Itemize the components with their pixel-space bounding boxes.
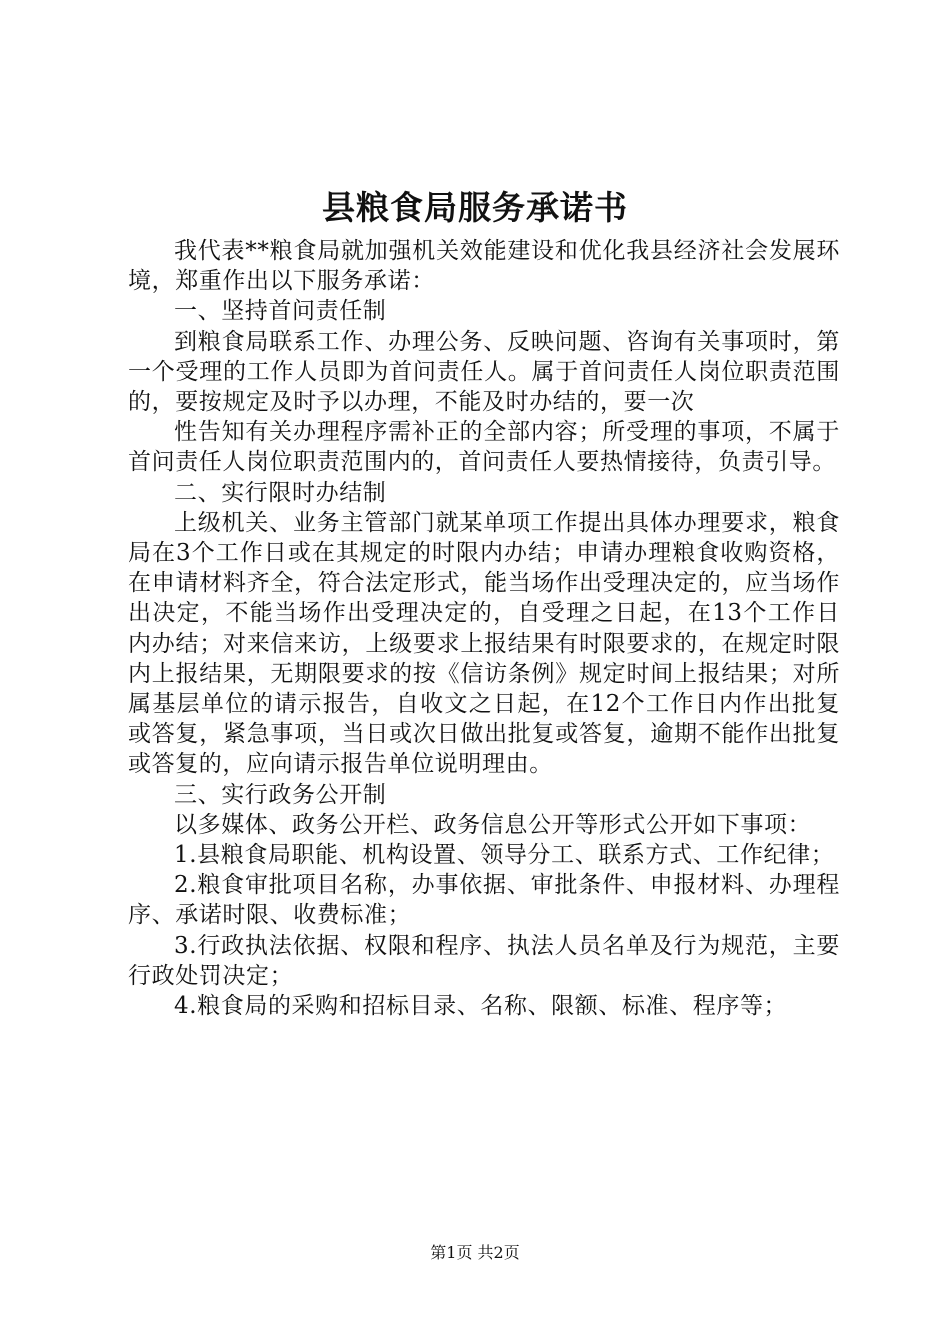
heading-section-3: 三、实行政务公开制 bbox=[174, 781, 387, 808]
list-item: 2.粮食审批项目名称，办事依据、审批条件、申报材料、办理程序、承诺时限、收费标准； bbox=[128, 872, 840, 929]
paragraph: 以多媒体、政务公开栏、政务信息公开等形式公开如下事项： bbox=[174, 811, 812, 838]
paragraph: 性告知有关办理程序需补正的全部内容；所受理的事项，不属于首问责任人岗位职责范围内的，首问责任人要热情接待，负责引导。 bbox=[128, 419, 840, 476]
document-body bbox=[128, 236, 840, 1021]
heading-section-1: 一、坚持首问责任制 bbox=[174, 298, 387, 325]
heading-section-2: 二、实行限时办结制 bbox=[174, 479, 387, 506]
page-footer: 第1页 共2页 bbox=[430, 1243, 520, 1262]
paragraph-intro: 我代表**粮食局就加强机关效能建设和优化我县经济社会发展环境，郑重作出以下服务承诺： bbox=[128, 238, 840, 295]
paragraph: 到粮食局联系工作、办理公务、反映问题、咨询有关事项时，第一个受理的工作人员即为首问责任人。属于首问责任人岗位职责范围的，要按规定及时予以办理，不能及时办结的，要一次 bbox=[128, 328, 840, 416]
list-item: 4.粮食局的采购和招标目录、名称、限额、标准、程序等； bbox=[174, 993, 788, 1020]
paragraph: 上级机关、业务主管部门就某单项工作提出具体办理要求，粮食局在3个工作日或在其规定的时限内办结；申请办理粮食收购资格，在申请材料齐全，符合法定形式，能当场作出受理决定的，应当场作出决定，不能当场作出受理决定的，自受理之日起，在13个工作日内办结；对来信来访，上级要求上报结果有时限要求的，在规定时限内上报结果，无期限要求的按《信访条例》规定时间上报结果；对所属基层单位的请示报告，自收文之日起，在12个工作日内作出批复或答复，紧急事项，当日或次日做出批复或答复，逾期不能作出批复或答复的，应向请示报告单位说明理由。 bbox=[128, 509, 840, 778]
list-item: 3.行政执法依据、权限和程序、执法人员名单及行为规范，主要行政处罚决定； bbox=[128, 932, 840, 989]
document-title: 县粮食局服务承诺书 bbox=[322, 188, 628, 227]
list-item: 1.县粮食局职能、机构设置、领导分工、联系方式、工作纪律； bbox=[174, 842, 835, 869]
